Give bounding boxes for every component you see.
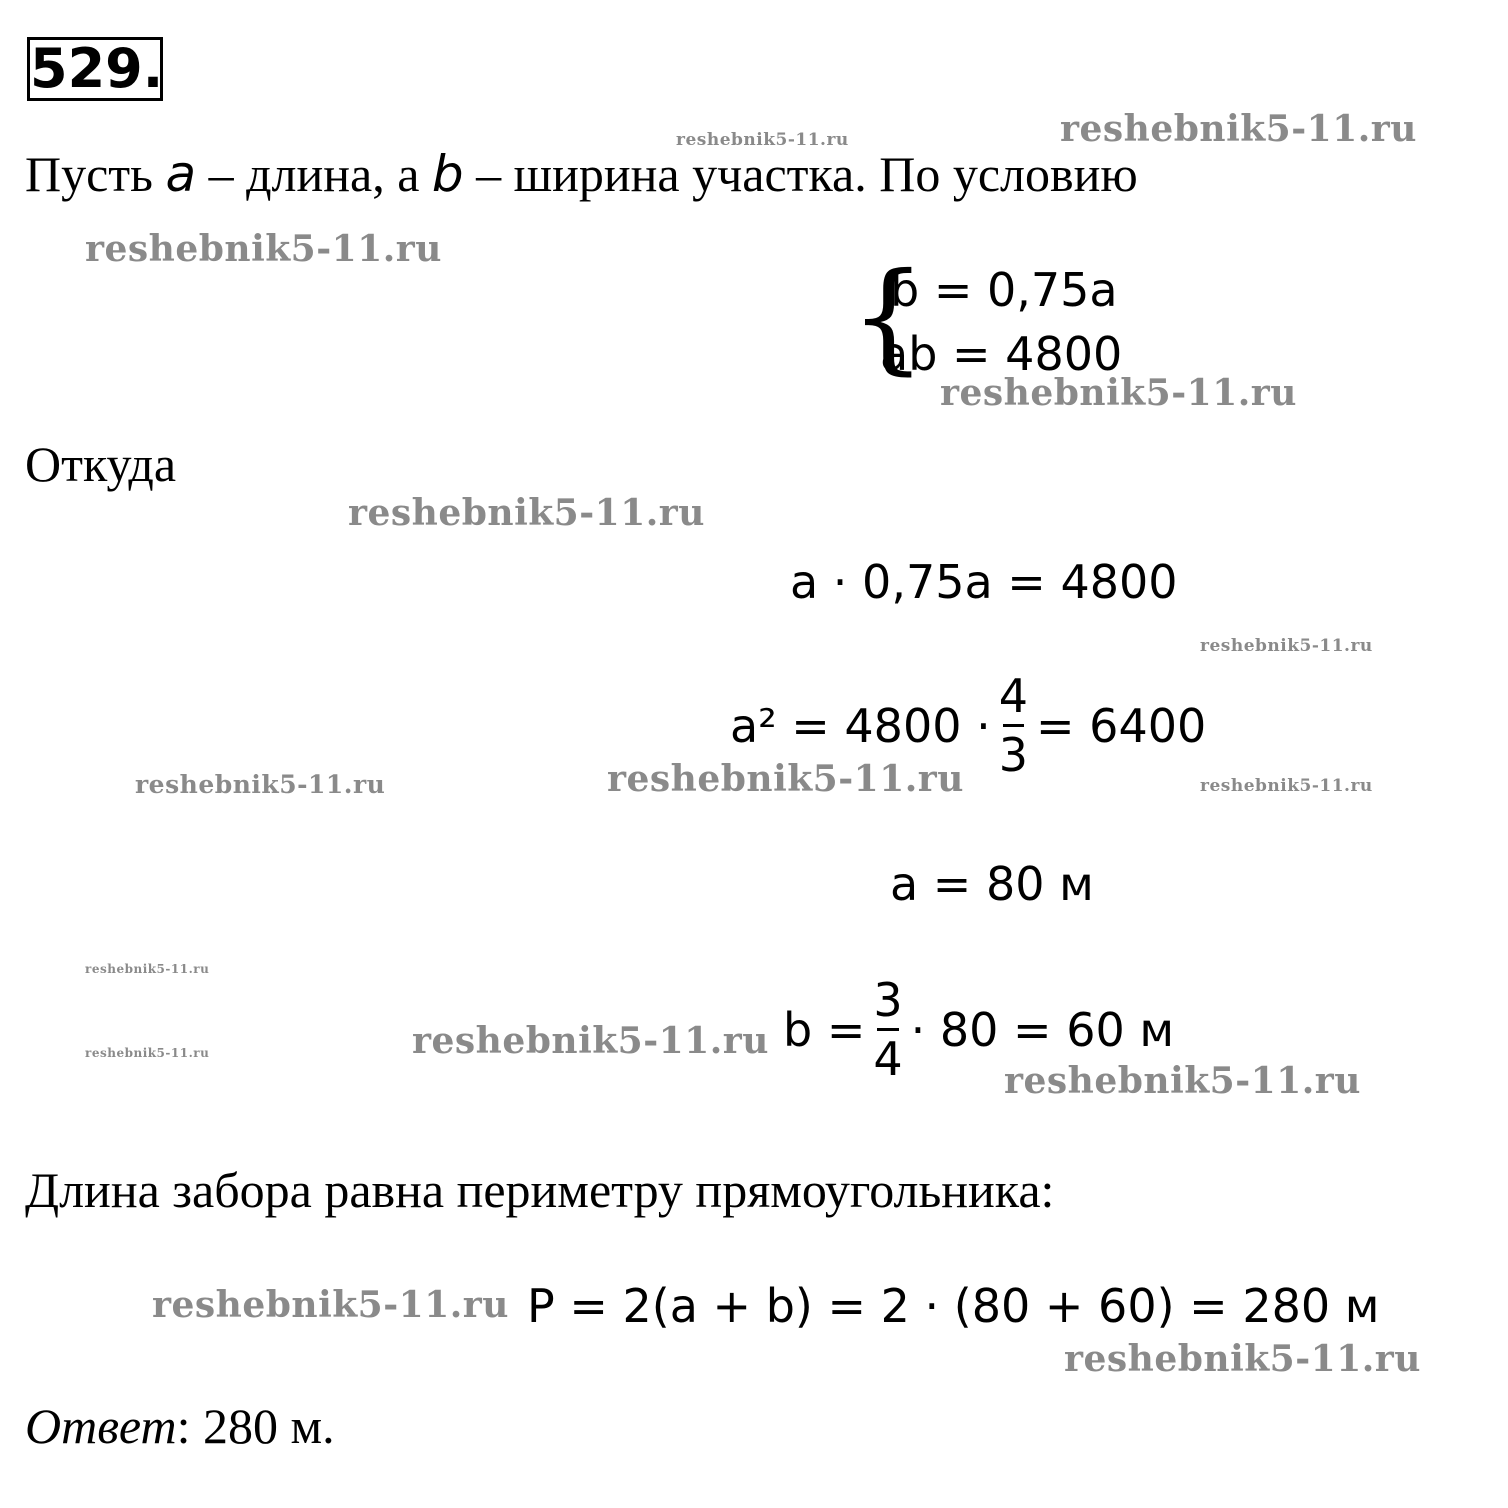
watermark: reshebnik5-11.ru: [1200, 776, 1373, 796]
watermark: reshebnik5-11.ru: [152, 1284, 509, 1326]
equation-4-left: a² = 4800 ·: [730, 698, 991, 753]
variable-b: b: [431, 145, 464, 203]
watermark: reshebnik5-11.ru: [1200, 636, 1373, 656]
intro-text: [25, 146, 1138, 202]
fraction-numerator: 3: [873, 973, 903, 1027]
watermark: reshebnik5-11.ru: [1004, 1060, 1361, 1102]
system-brace: {: [850, 248, 927, 387]
intro-part: – длина, а: [196, 146, 432, 202]
equation-4-right: = 6400: [1036, 698, 1207, 753]
equation-5: a = 80 м: [890, 857, 1094, 911]
fraction-numerator: 4: [998, 669, 1029, 723]
watermark: reshebnik5-11.ru: [1064, 1338, 1421, 1380]
watermark: reshebnik5-11.ru: [940, 372, 1297, 414]
answer-label: Ответ: [25, 1398, 177, 1454]
watermark: reshebnik5-11.ru: [1060, 108, 1417, 150]
answer: [25, 1398, 335, 1454]
system-eq1: b = 0,75a: [890, 263, 1118, 317]
watermark: reshebnik5-11.ru: [348, 492, 705, 534]
equation-6-right: · 80 = 60 м: [910, 1002, 1175, 1057]
fraction-4-3: [999, 670, 1028, 781]
watermark: reshebnik5-11.ru: [85, 228, 442, 270]
fraction-bar: [877, 1028, 898, 1031]
fraction-denominator: 4: [873, 1032, 903, 1086]
equation-6-left: b =: [783, 1002, 866, 1057]
watermark: reshebnik5-11.ru: [85, 1046, 210, 1060]
fraction-3-4: [873, 974, 902, 1085]
watermark: reshebnik5-11.ru: [135, 770, 386, 799]
system-eq2: ab = 4800: [880, 327, 1123, 381]
equation-7: P = 2(a + b) = 2 · (80 + 60) = 280 м: [527, 1279, 1380, 1333]
watermark: reshebnik5-11.ru: [412, 1020, 769, 1062]
watermark: reshebnik5-11.ru: [85, 962, 210, 976]
answer-value: : 280 м.: [176, 1398, 335, 1454]
fraction-denominator: 3: [998, 728, 1029, 782]
fraction-bar: [1003, 724, 1024, 727]
variable-a: a: [165, 145, 197, 203]
intro-part: Пусть: [25, 146, 166, 202]
fence-text: Длина забора равна периметру прямоугольника:: [25, 1162, 1055, 1218]
watermark: reshebnik5-11.ru: [676, 130, 849, 150]
equation-3: a · 0,75a = 4800: [790, 555, 1178, 609]
whence-label: Откуда: [25, 436, 177, 492]
problem-number: 529.: [27, 37, 163, 101]
watermark: reshebnik5-11.ru: [607, 758, 964, 800]
intro-part: – ширина участка. По условию: [463, 146, 1138, 202]
